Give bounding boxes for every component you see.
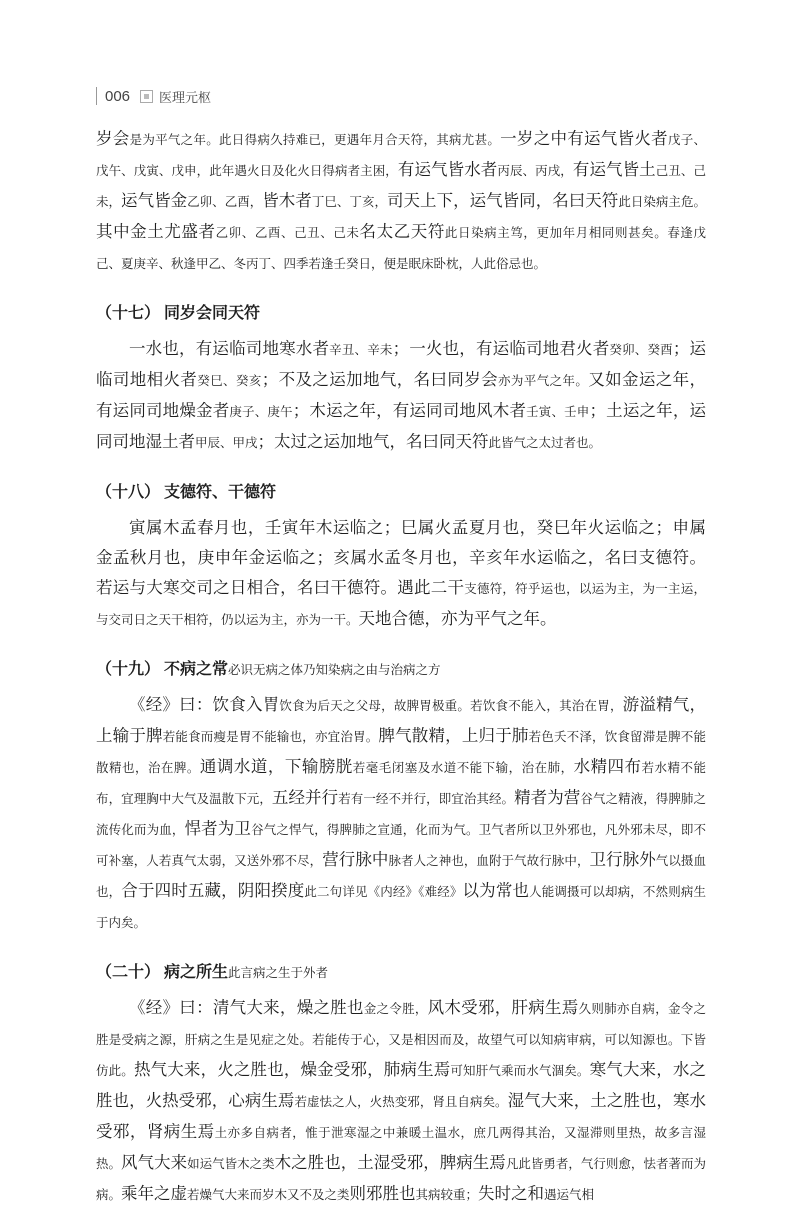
- main-text: 有运气皆土: [572, 160, 656, 179]
- section-paragraph: [96, 513, 706, 635]
- annotation-text: 若水精不能布，宜理胸中大气及温散下元，: [96, 760, 706, 806]
- main-text: 寅属木孟春月也，壬寅年木运临之；巳属火孟夏月也，癸巳年火运临之；申属金孟秋月也，庚申年金运临之；亥属水孟冬月也，辛亥年水运临之，名曰支德符。若运与大寒交司之日相合，名曰干德符。遇此二干: [96, 518, 706, 597]
- main-text: 则邪胜也: [349, 1184, 416, 1203]
- section-heading: [96, 301, 706, 326]
- main-text: 脾气散精，上归于肺: [378, 726, 529, 745]
- main-text: 精者为营: [514, 788, 581, 807]
- main-text: 一水也，有运临司地寒水者: [129, 339, 330, 358]
- main-text: 通调水道，下输膀胱: [199, 757, 353, 776]
- section-heading: [96, 960, 706, 985]
- annotation-text: 戊子、戊午、戊寅、戊申，此年遇火日及化火日得病者主困，: [96, 132, 706, 178]
- annotation-text: 此日染病主危。: [618, 194, 706, 209]
- main-text: 一岁之中有运气皆火者: [500, 129, 668, 148]
- annotation-text: 人能调摄可以却病，不然则病生于内矣。: [96, 884, 706, 930]
- annotation-text: 饮食为后天之父母，故脾胃极重。若饮食不能入，其治在胃，: [279, 698, 623, 713]
- main-text: ；不及之运加地气，名曰同岁会: [261, 370, 499, 389]
- section-heading: [96, 480, 706, 505]
- book-title: 医理元枢: [159, 90, 212, 106]
- main-text: 悍者为卫: [184, 819, 252, 838]
- annotation-text: 乙卯、乙酉、己丑、己未: [215, 225, 360, 240]
- section-subtitle-note: 此言病之生于外者: [228, 965, 329, 980]
- annotation-text: 此皆气之太过者也。: [488, 435, 602, 450]
- annotation-text: 癸巳、癸亥: [197, 373, 262, 388]
- main-text: ；土运之年，运同司地湿土者: [96, 401, 707, 451]
- section-paragraph: [96, 690, 706, 938]
- section-title: 同岁会同天符: [164, 305, 261, 322]
- annotation-text: 若毫毛闭塞及水道不能下输，治在肺，: [352, 760, 574, 775]
- annotation-text: 壬寅、壬申: [526, 404, 590, 419]
- main-text: 游溢精气，上输于脾: [96, 695, 707, 745]
- annotation-text: 谷气之精液，得脾肺之流传化而为血，: [96, 791, 706, 837]
- sections-container: [96, 301, 706, 1210]
- main-text: 岁会: [96, 129, 130, 148]
- annotation-text: 庚子、庚午: [229, 404, 293, 419]
- main-text: ；运临司地相火者: [96, 339, 706, 389]
- running-header: [96, 86, 211, 106]
- page-number: 006: [105, 87, 131, 105]
- annotation-text: 金之令胜，: [363, 1001, 428, 1016]
- annotation-text: 丁巳、丁亥，: [311, 194, 387, 209]
- annotation-text: 凡此皆勇者，气行则愈，怯者著而为病。: [96, 1156, 706, 1202]
- annotation-text: 己丑、己未，: [96, 163, 707, 209]
- annotation-text: 支德符，符乎运也，以运为主，为一主运，与交司日之天干相符，仍以运为主，亦为一干。: [96, 581, 706, 627]
- main-text: 其中金土尤盛者: [96, 222, 216, 241]
- annotation-text: 辛丑、辛未: [329, 342, 393, 357]
- main-text: 湿气大来，土之胜也，寒水受邪，肾病生焉: [96, 1091, 707, 1141]
- annotation-text: 此日染病主笃，更加年月相同则甚矣。春逢戊己、夏庚辛、秋逢甲乙、冬丙丁、四季若逢壬癸日，便是眠床卧枕，人此俗忌也。: [96, 225, 706, 271]
- main-text: 营行脉中: [322, 850, 389, 869]
- annotation-text: 其病较重；: [415, 1187, 479, 1202]
- main-text: 热气大来，火之胜也，燥金受邪，肺病生焉: [133, 1060, 451, 1079]
- main-text: 名太乙天符: [359, 222, 445, 241]
- annotation-text: 脉者人之神也，血附于气故行脉中，: [388, 853, 590, 868]
- annotation-text: 若燥气大来而岁木又不及之类: [187, 1187, 350, 1202]
- section-number: （十七）: [96, 303, 161, 322]
- page-body: [96, 124, 706, 1210]
- main-text: 《经》曰：饮食入胃: [129, 695, 280, 714]
- main-text: 寒气大来，水之胜也，火热受邪，心病生焉: [96, 1060, 706, 1110]
- section-title: 病之所生: [164, 964, 229, 981]
- annotation-text: 乙卯、乙酉，: [187, 194, 263, 209]
- main-text: 水精四布: [573, 757, 642, 776]
- annotation-text: 亦为平气之年。: [498, 373, 589, 388]
- main-text: 合于四时五藏，阴阳揆度: [121, 881, 305, 900]
- annotation-text: 可知肝气乘而水气涸矣。: [450, 1063, 590, 1078]
- main-text: 司天上下，运气皆同，名曰天符: [387, 191, 619, 210]
- annotation-text: 若有一经不并行，即宜治其经。: [338, 791, 515, 806]
- section-paragraph: [96, 334, 706, 458]
- annotation-text: 如运气皆木之类: [187, 1156, 275, 1171]
- main-text: 皆木者: [262, 191, 312, 210]
- section-heading: [96, 657, 706, 682]
- main-text: 以为常也: [462, 881, 530, 900]
- main-text: 五经并行: [271, 788, 339, 807]
- book-emblem-icon: [140, 90, 153, 103]
- main-text: 木之胜也，土湿受邪，脾病生焉: [274, 1153, 506, 1172]
- annotation-text: 是为平气之年。此日得病久持难已，更遇年月合天符，其病尤甚。: [129, 132, 501, 147]
- main-text: ；一火也，有运临司地君火者: [392, 339, 610, 358]
- main-text: ；太过之运加地气，名曰同天符: [257, 432, 489, 451]
- main-text: 又如金运之年，有运同司地燥金者: [96, 370, 707, 420]
- annotation-text: 若虚怯之人，火热变邪，肾且自病矣。: [294, 1094, 508, 1109]
- main-text: 风木受邪，肝病生焉: [427, 998, 579, 1017]
- annotation-text: 甲辰、甲戌: [195, 435, 258, 450]
- annotation-text: 遇运气相: [544, 1187, 595, 1202]
- main-text: 《经》曰：清气大来，燥之胜也: [129, 998, 364, 1017]
- main-text: 失时之和: [478, 1184, 545, 1203]
- header-divider: [96, 87, 97, 105]
- section-number: （十八）: [96, 482, 161, 501]
- annotation-text: 若色夭不泽，饮食留滞是脾不能散精也，治在脾。: [96, 729, 706, 775]
- section-number: （十九）: [96, 659, 161, 678]
- main-text: ；木运之年，有运同司地风木者: [292, 401, 527, 420]
- annotation-text: 若能食而瘦是胃不能输也，亦宜治胃。: [162, 729, 379, 744]
- annotation-text: 谷气之悍气，得脾肺之宣通，化而为气。卫气者所以卫外邪也，凡外邪未尽，即不可补塞，人若真气太弱，又送外邪不尽，: [96, 822, 706, 868]
- annotation-text: 气以摄血也，: [96, 853, 706, 899]
- annotation-text: 此二句详见《内经》《难经》: [304, 884, 463, 899]
- section-paragraph: [96, 993, 706, 1210]
- section-subtitle-note: 必识无病之体乃知染病之由与治病之方: [228, 662, 441, 677]
- main-text: 乘年之虚: [121, 1184, 188, 1203]
- intro-paragraph: [96, 124, 706, 279]
- section-title: 支德符、干德符: [164, 484, 277, 501]
- annotation-text: 土亦多自病者，惟于泄寒湿之中兼暖土温水，庶几两得其治，又湿滞则里热，故多言湿热。: [96, 1125, 706, 1171]
- main-text: 风气大来: [121, 1153, 188, 1172]
- main-text: 天地合德，亦为平气之年。: [358, 609, 557, 628]
- section-number: （二十）: [96, 962, 161, 981]
- main-text: 运气皆金: [121, 191, 188, 210]
- annotation-text: 丙辰、丙戌，: [497, 163, 573, 178]
- annotation-text: 久则肺亦自病，金令之胜是受病之源，肝病之生是见症之处。若能传于心，又是相因而及，故望气可以知病审病，可以知源也。下皆仿此。: [96, 1001, 707, 1078]
- section-title: 不病之常: [164, 661, 229, 678]
- main-text: 有运气皆水者: [397, 160, 498, 179]
- main-text: 卫行脉外: [589, 850, 656, 869]
- annotation-text: 癸卯、癸酉: [609, 342, 673, 357]
